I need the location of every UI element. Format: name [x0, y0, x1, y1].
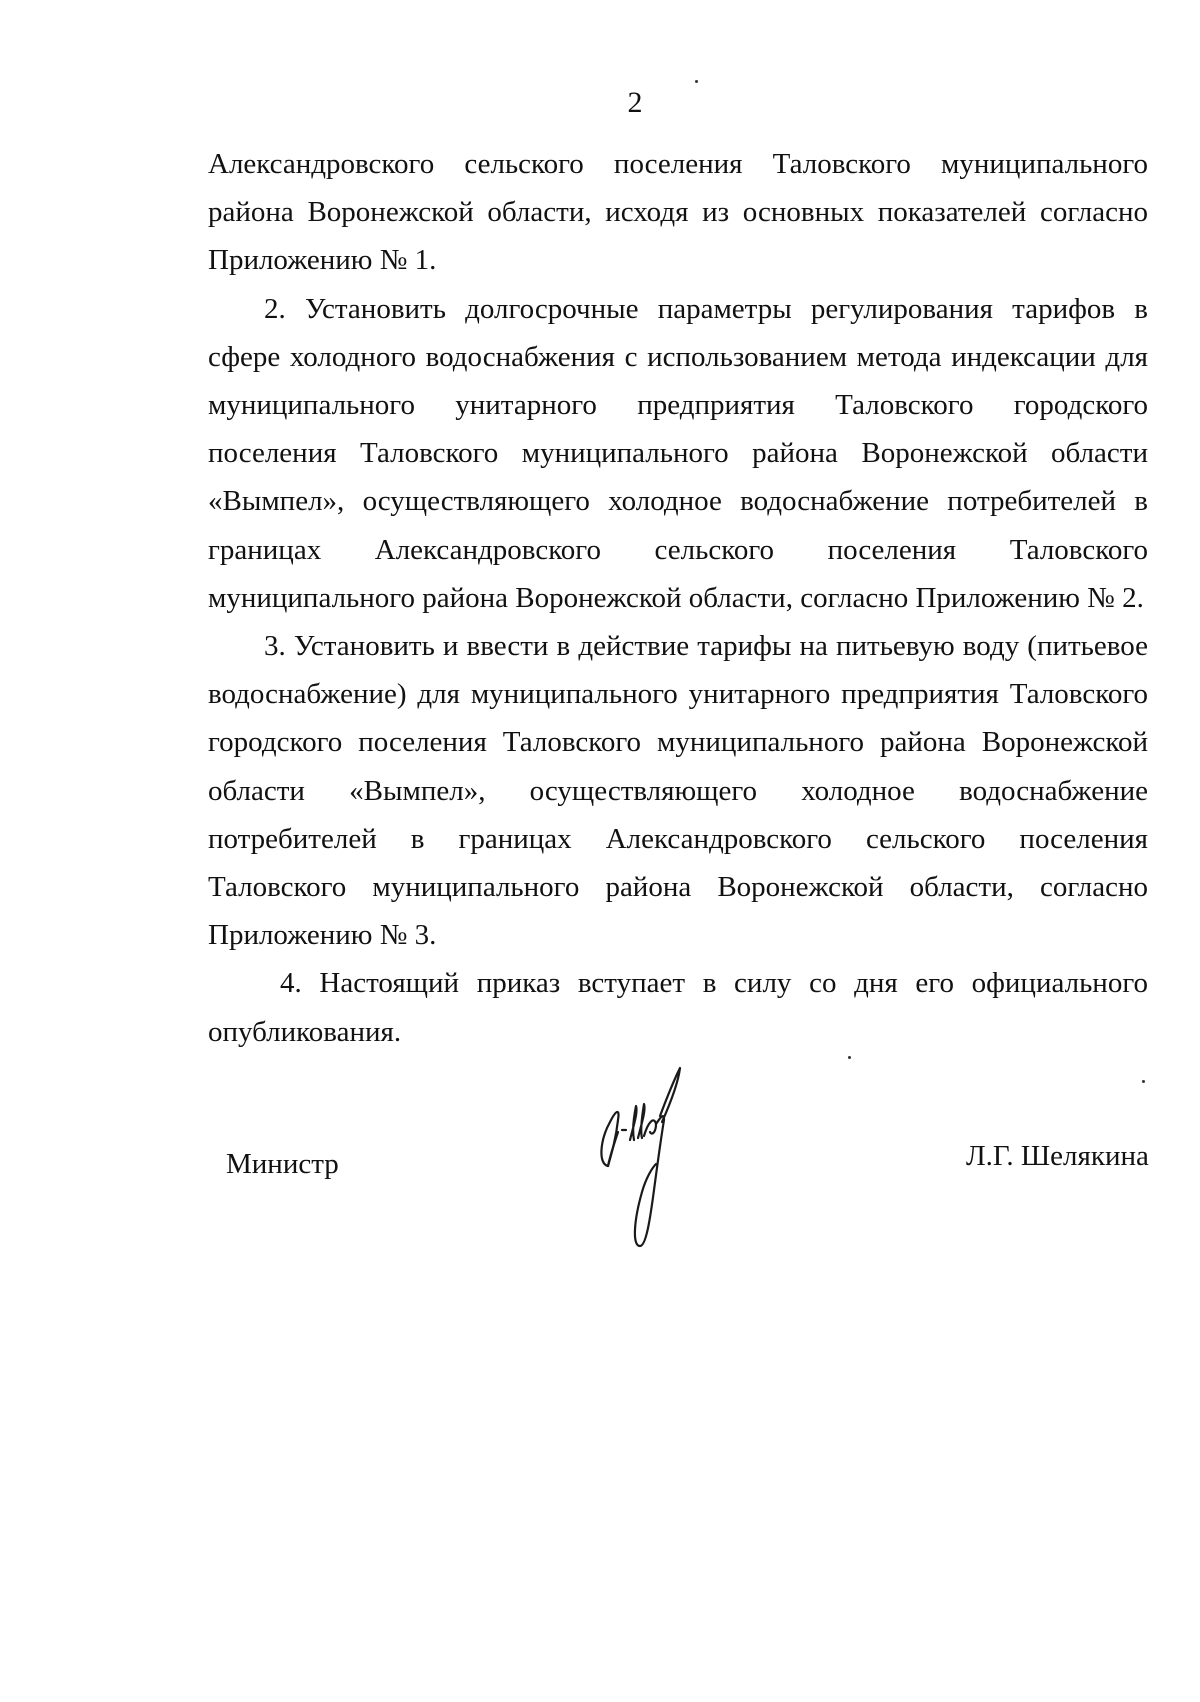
- page-number: [0, 88, 1200, 118]
- signature-block: [0, 1060, 1200, 1260]
- paragraph-item-2: 2. Установить долгосрочные параметры регулирования тарифов в сфере холодного водоснабжения с использованием метода индексации для муниципального унитарного предприятия Таловского городского поселения Таловского муниципального района Воронежской области «Вымпел», осуществляющего холодное водоснабжение потребителей в границах Александровского сельского поселения Таловского муниципального района Воронежской области, согласно Приложению № 2.: [208, 292, 1148, 614]
- scan-speck: [1142, 1080, 1145, 1083]
- paragraph-item-3: 3. Установить и ввести в действие тарифы на питьевую воду (питьевое водоснабжение) для муниципального унитарного предприятия Таловского городского поселения Таловского муниципального района Воронежской области «Вымпел», осуществляющего холодное водоснабжение потребителей в границах Александровского сельского поселения Таловского муниципального района Воронежской области, согласно Приложению № 3.: [208, 630, 1148, 952]
- signer-name: Л.Г. Шелякина: [966, 1140, 1149, 1172]
- handwritten-signature: [590, 1060, 740, 1260]
- paragraph-continuation: Александровского сельского поселения Таловского муниципального района Воронежской области, исходя из основных показателей согласно Приложению № 1.: [208, 148, 1148, 277]
- paragraph-item-4: 4. Настоящий приказ вступает в силу со дня его официального опубликования.: [208, 967, 1148, 1048]
- document-body: [208, 140, 1148, 1056]
- page-number-text: 2: [627, 86, 643, 119]
- scan-speck: [695, 80, 698, 83]
- signer-title: Министр: [226, 1148, 339, 1180]
- scan-speck: [848, 1056, 851, 1059]
